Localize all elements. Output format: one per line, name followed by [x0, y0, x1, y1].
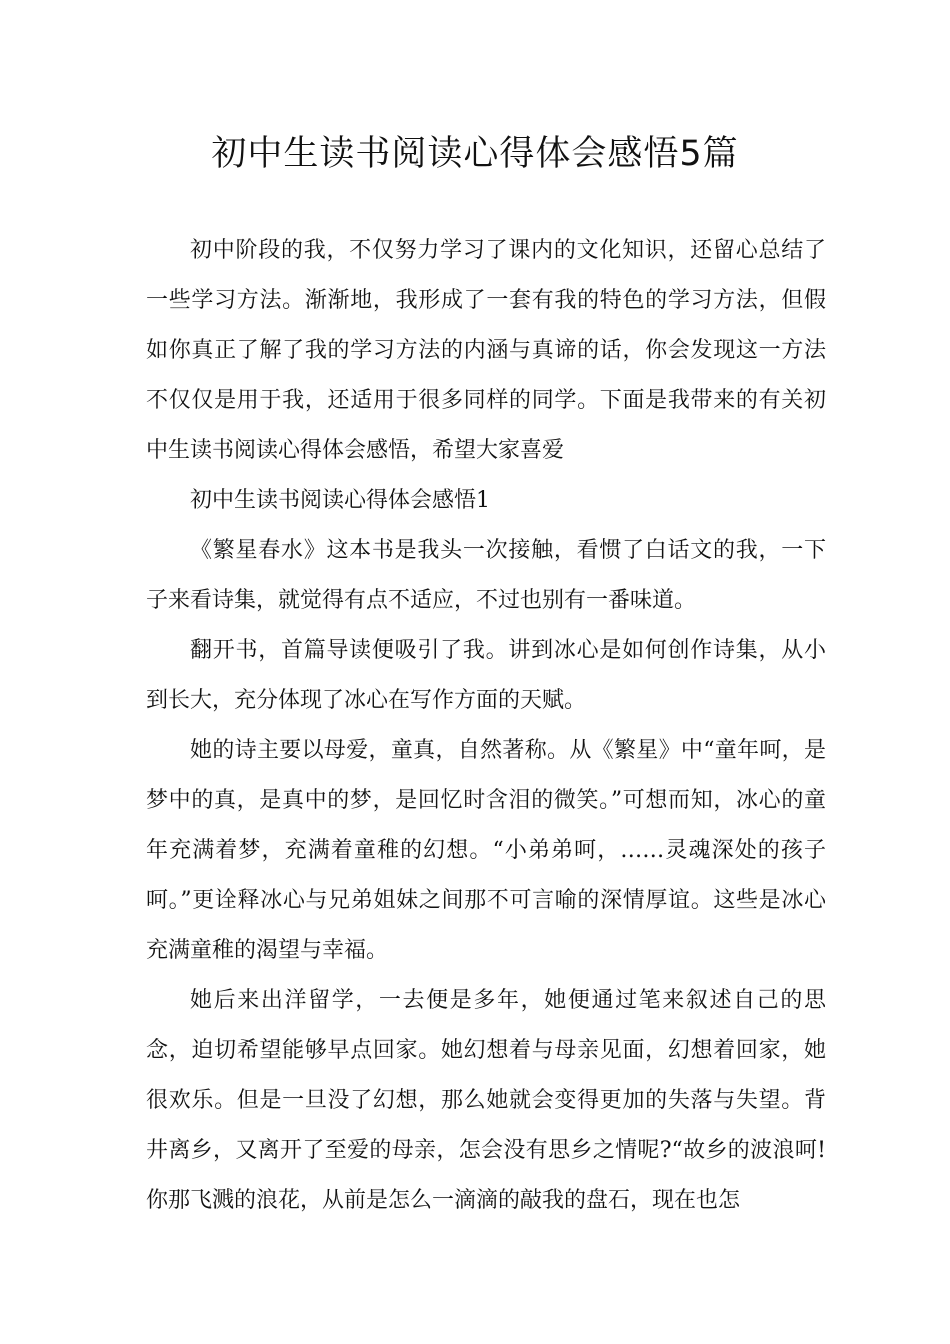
body-paragraph: 翻开书，首篇导读便吸引了我。讲到冰心是如何创作诗集，从小到长大，充分体现了冰心在写作方面的天赋。 — [146, 638, 826, 713]
body-paragraph: 《繁星春水》这本书是我头一次接触，看惯了白话文的我，一下子来看诗集，就觉得有点不适应，不过也别有一番味道。 — [146, 538, 826, 613]
intro-paragraph: 初中阶段的我，不仅努力学习了课内的文化知识，还留心总结了一些学习方法。渐渐地，我形成了一套有我的特色的学习方法，但假如你真正了解了我的学习方法的内涵与真谛的话，你会发现这一方法不仅仅是用于我，还适用于很多同样的同学。下面是我带来的有关初中生读书阅读心得体会感悟，希望大家喜爱 — [146, 238, 826, 463]
document-body — [146, 226, 826, 1226]
document-title: 初中生读书阅读心得体会感悟5篇 — [211, 134, 739, 174]
body-paragraph: 她后来出洋留学，一去便是多年，她便通过笔来叙述自己的思念，迫切希望能够早点回家。她幻想着与母亲见面，幻想着回家，她很欢乐。但是一旦没了幻想，那么她就会变得更加的失落与失望。背井离乡，又离开了至爱的母亲，怎会没有思乡之情呢?“故乡的波浪呵!你那飞溅的浪花，从前是怎么一滴滴的敲我的盘石，现在也怎 — [146, 988, 826, 1213]
body-paragraph: 她的诗主要以母爱，童真，自然著称。从《繁星》中“童年呵，是梦中的真，是真中的梦，是回忆时含泪的微笑。”可想而知，冰心的童年充满着梦，充满着童稚的幻想。“小弟弟呵，……灵魂深处的孩子呵。”更诠释冰心与兄弟姐妹之间那不可言喻的深情厚谊。这些是冰心充满童稚的渴望与幸福。 — [146, 738, 826, 963]
section-heading: 初中生读书阅读心得体会感悟1 — [190, 488, 490, 513]
